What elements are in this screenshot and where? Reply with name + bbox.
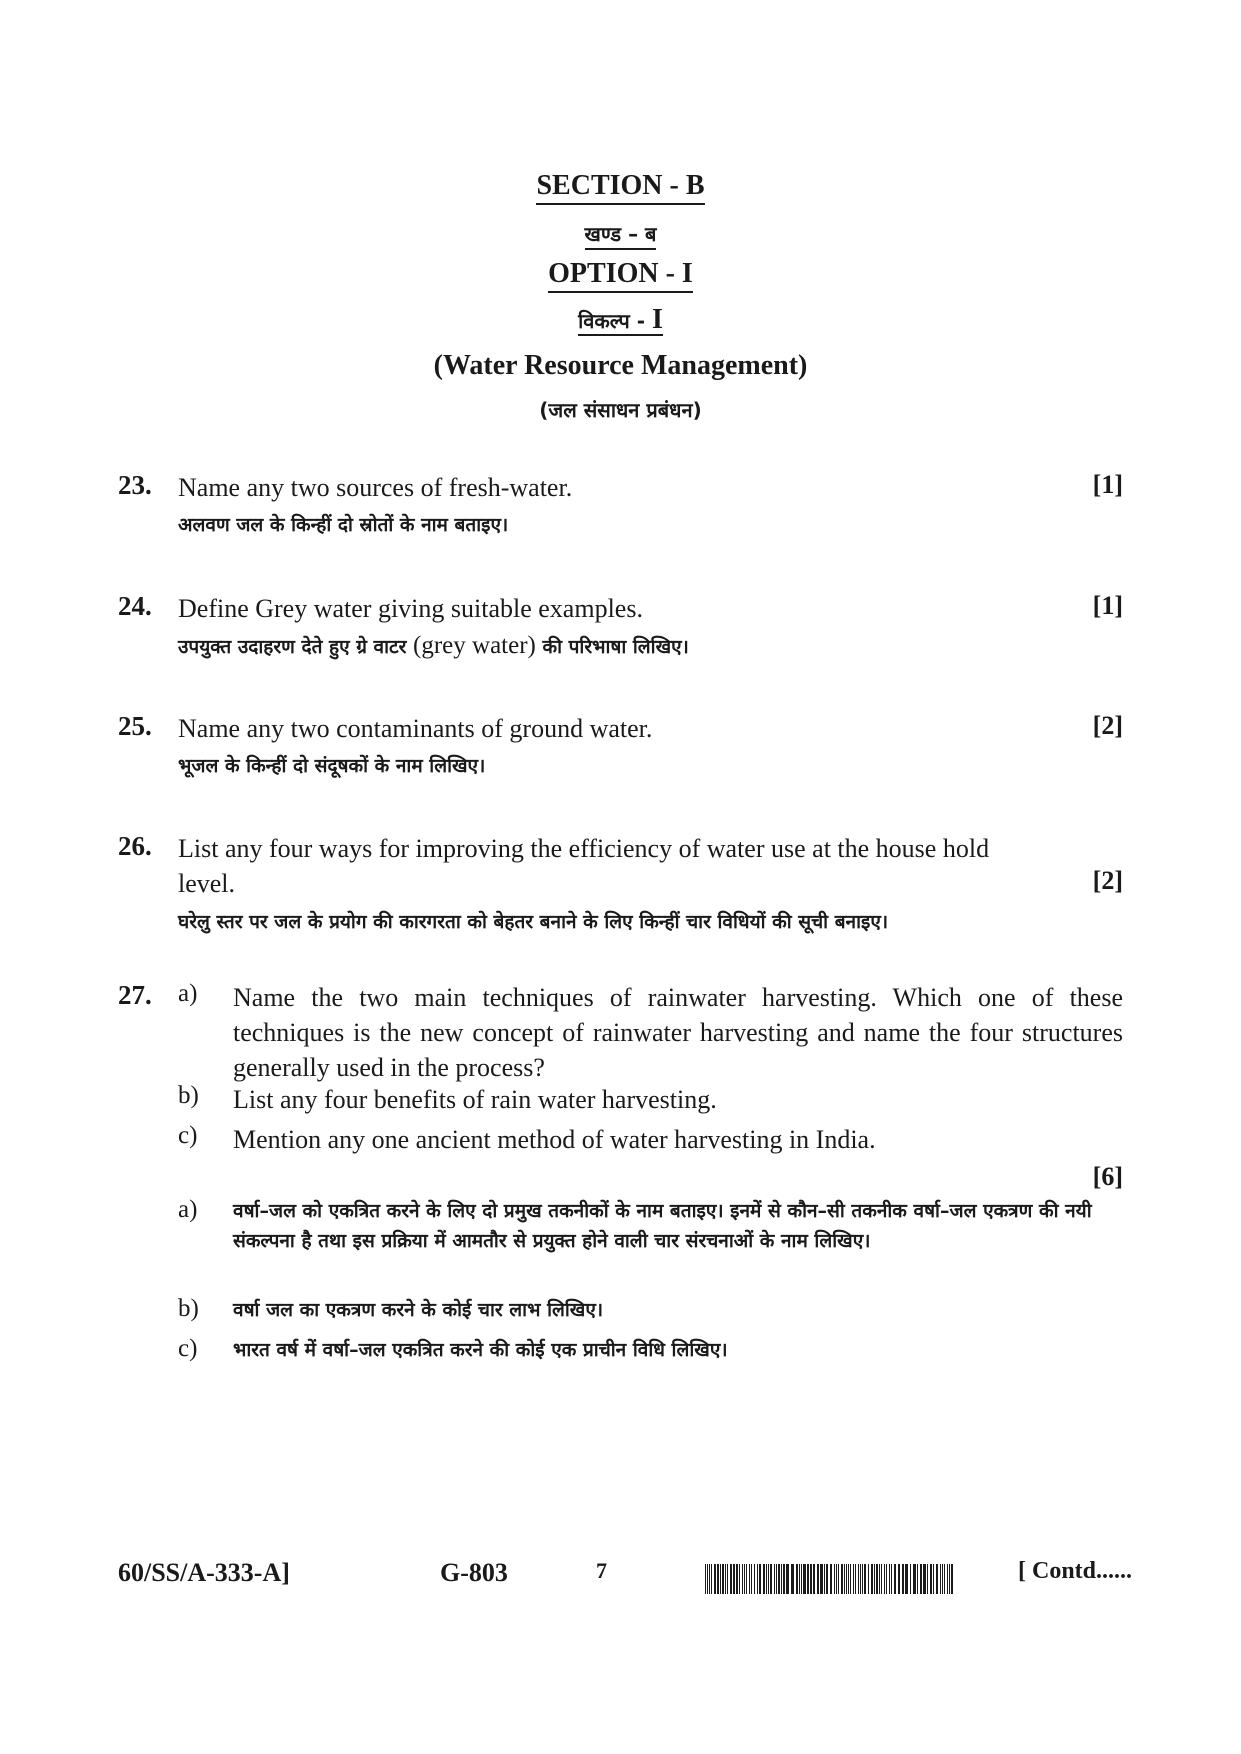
page-number: 7 [596, 1558, 607, 1583]
subject-title: (Water Resource Management) [433, 350, 808, 381]
question-27-part-a: a) Name the two main techniques of rainwater harvesting. Which one of these techniques is the new concept of rainwater harvesting and name the four structures generally used in the process? [178, 980, 1123, 1082]
question-27-hindi-part-a: a) वर्षा–जल को एकत्रित करने के लिए दो प्रमुख तकनीकों के नाम बताइए। इनमें से कौन–सी तकनीक वर्षा–जल एकत्रण की नयी संकल्पना है तथा इस प्रक्रिया में आमतौर से प्रयुक्त होने वाली चार संरचनाओं के नाम लिखिए। [178, 1196, 1092, 1252]
page-footer [0, 1558, 1241, 1608]
question-26-hindi: घरेलु स्तर पर जल के प्रयोग की कारगरता को बेहतर बनाने के लिए किन्हीं चार विधियों की सूची बनाइए। [178, 911, 889, 933]
barcode-icon [705, 1564, 955, 1594]
series-code: G-803 [440, 1558, 508, 1587]
question-27: 27. a) Name the two main techniques of rainwater harvesting. Which one of these techniques is the new concept of rainwater harvesting and name the four structures generally used in the process? b) List any four benefits of rain water harvesting. c) Mention any one ancient method of water harvesting in India. [6] a) वर्षा–जल को एकत्रित करने के लिए दो प्रमुख तकनीकों के नाम बताइए। इनमें से कौन–सी तकनीक वर्षा–जल एकत्रण की नयी संकल्पना है तथा इस प्रक्रिया में आमतौर से प्रयुक्त होने वाली चार संरचनाओं के नाम लिखिए। b) वर्षा जल का एकत्रण करने के कोई चार लाभ लिखिए। c) भारत वर्ष में वर्षा–जल एकत्रित करने की कोई एक प्राचीन विधि लिखिए। [118, 980, 1123, 1360]
question-24: 24. Define Grey water giving suitable examples. [1] उपयुक्त उदाहरण देते हुए ग्रे वाटर (grey water) की परिभाषा लिखिए। [118, 591, 1123, 671]
question-27-hindi-part-b: b) वर्षा जल का एकत्रण करने के कोई चार लाभ लिखिए। [178, 1295, 604, 1322]
section-heading: SECTION - B [0, 170, 1241, 202]
question-24-hindi: उपयुक्त उदाहरण देते हुए ग्रे वाटर (grey water) की परिभाषा लिखिए। [178, 632, 689, 659]
question-26: 26. List any four ways for improving the efficiency of water use at the house hold level. [2] घरेलु स्तर पर जल के प्रयोग की कारगरता को बेहतर बनाने के लिए किन्हीं चार विधियों की सूची बनाइए। [118, 831, 1123, 951]
paper-code: 60/SS/A-333-A] [118, 1558, 290, 1587]
question-25-hindi: भूजल के किन्हीं दो संदूषकों के नाम लिखिए। [178, 755, 486, 777]
section-heading-hindi: खण्ड – ब [0, 220, 1241, 247]
option-heading-hindi: विकल्प - I [578, 304, 663, 335]
question-27-hindi-part-c: c) भारत वर्ष में वर्षा–जल एकत्रित करने की कोई एक प्राचीन विधि लिखिए। [178, 1335, 728, 1362]
question-23-hindi: अलवण जल के किन्हीं दो स्रोतों के नाम बताइए। [178, 514, 509, 536]
question-27-part-b: b) List any four benefits of rain water harvesting. [178, 1082, 717, 1114]
option-heading: OPTION - I [0, 258, 1241, 290]
question-27-part-c: c) Mention any one ancient method of water harvesting in India. [178, 1122, 876, 1154]
question-25: 25. Name any two contaminants of ground water. [2] भूजल के किन्हीं दो संदूषकों के नाम लिखिए। [118, 711, 1123, 791]
continued-label: [ Contd...... [1018, 1558, 1133, 1584]
subject-title-hindi: (जल संसाधन प्रबंधन) [539, 398, 702, 422]
question-23: 23. Name any two sources of fresh-water. [1] अलवण जल के किन्हीं दो स्रोतों के नाम बताइए। [118, 470, 1123, 550]
